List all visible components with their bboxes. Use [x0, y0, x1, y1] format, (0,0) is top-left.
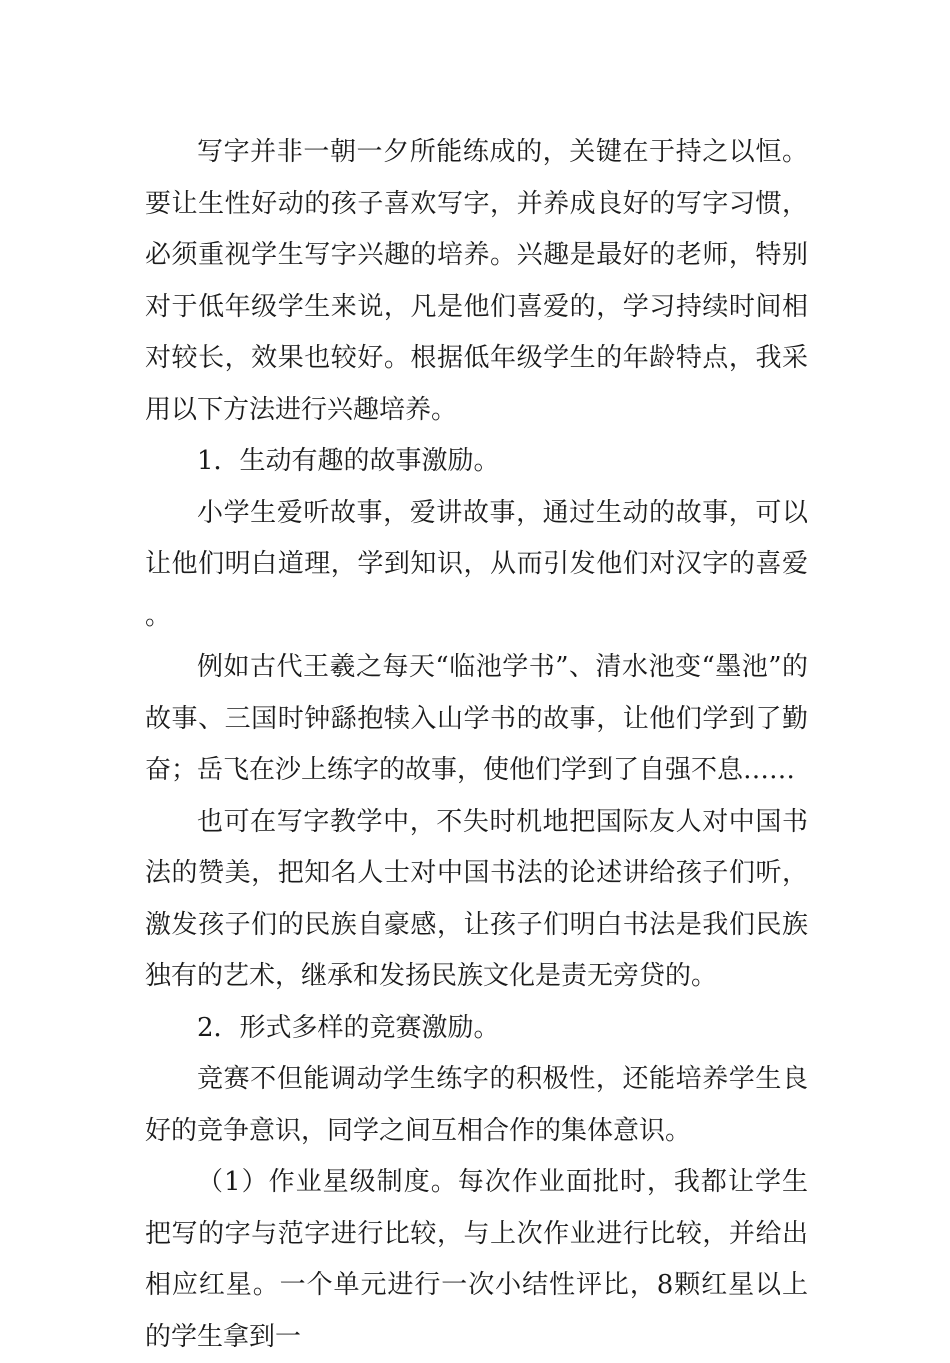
heading-story-motivation: 1．生动有趣的故事激励。 — [197, 446, 500, 476]
paragraph-stories: 小学生爱听故事，爱讲故事，通过生动的故事，可以让他们明白道理，学到知识，从而引发他们对汉字的喜爱。 — [145, 497, 808, 631]
paragraph-competition: 竞赛不但能调动学生练字的积极性，还能培养学生良好的竞争意识，同学之间互相合作的集体意识。 — [145, 1064, 808, 1146]
paragraph-star-system: （1）作业星级制度。每次作业面批时，我都让学生把写的字与范字进行比较，与上次作业进行比较，并给出相应红星。一个单元进行一次小结性评比，8颗红星以上的学生拿到一 — [145, 1167, 808, 1352]
paragraph-intro: 写字并非一朝一夕所能练成的，关键在于持之以恒。要让生性好动的孩子喜欢写字，并养成良好的写字习惯，必须重视学生写字兴趣的培养。兴趣是最好的老师，特别对于低年级学生来说，凡是他们喜爱的，学习持续时间相对较长，效果也较好。根据低年级学生的年龄特点，我采用以下方法进行兴趣培养。 — [145, 137, 808, 425]
heading-competition-motivation: 2．形式多样的竞赛激励。 — [197, 1012, 500, 1043]
document-body — [145, 127, 808, 1363]
paragraph-examples: 例如古代王羲之每天“临池学书”、清水池变“墨池”的故事、三国时钟繇抱犊入山学书的故事，让他们学到了勤奋；岳飞在沙上练字的故事，使他们学到了自强不息…… — [145, 652, 808, 785]
paragraph-calligraphy-praise: 也可在写字教学中，不失时机地把国际友人对中国书法的赞美，把知名人士对中国书法的论述讲给孩子们听，激发孩子们的民族自豪感，让孩子们明白书法是我们民族独有的艺术，继承和发扬民族文化是责无旁贷的。 — [145, 806, 808, 991]
